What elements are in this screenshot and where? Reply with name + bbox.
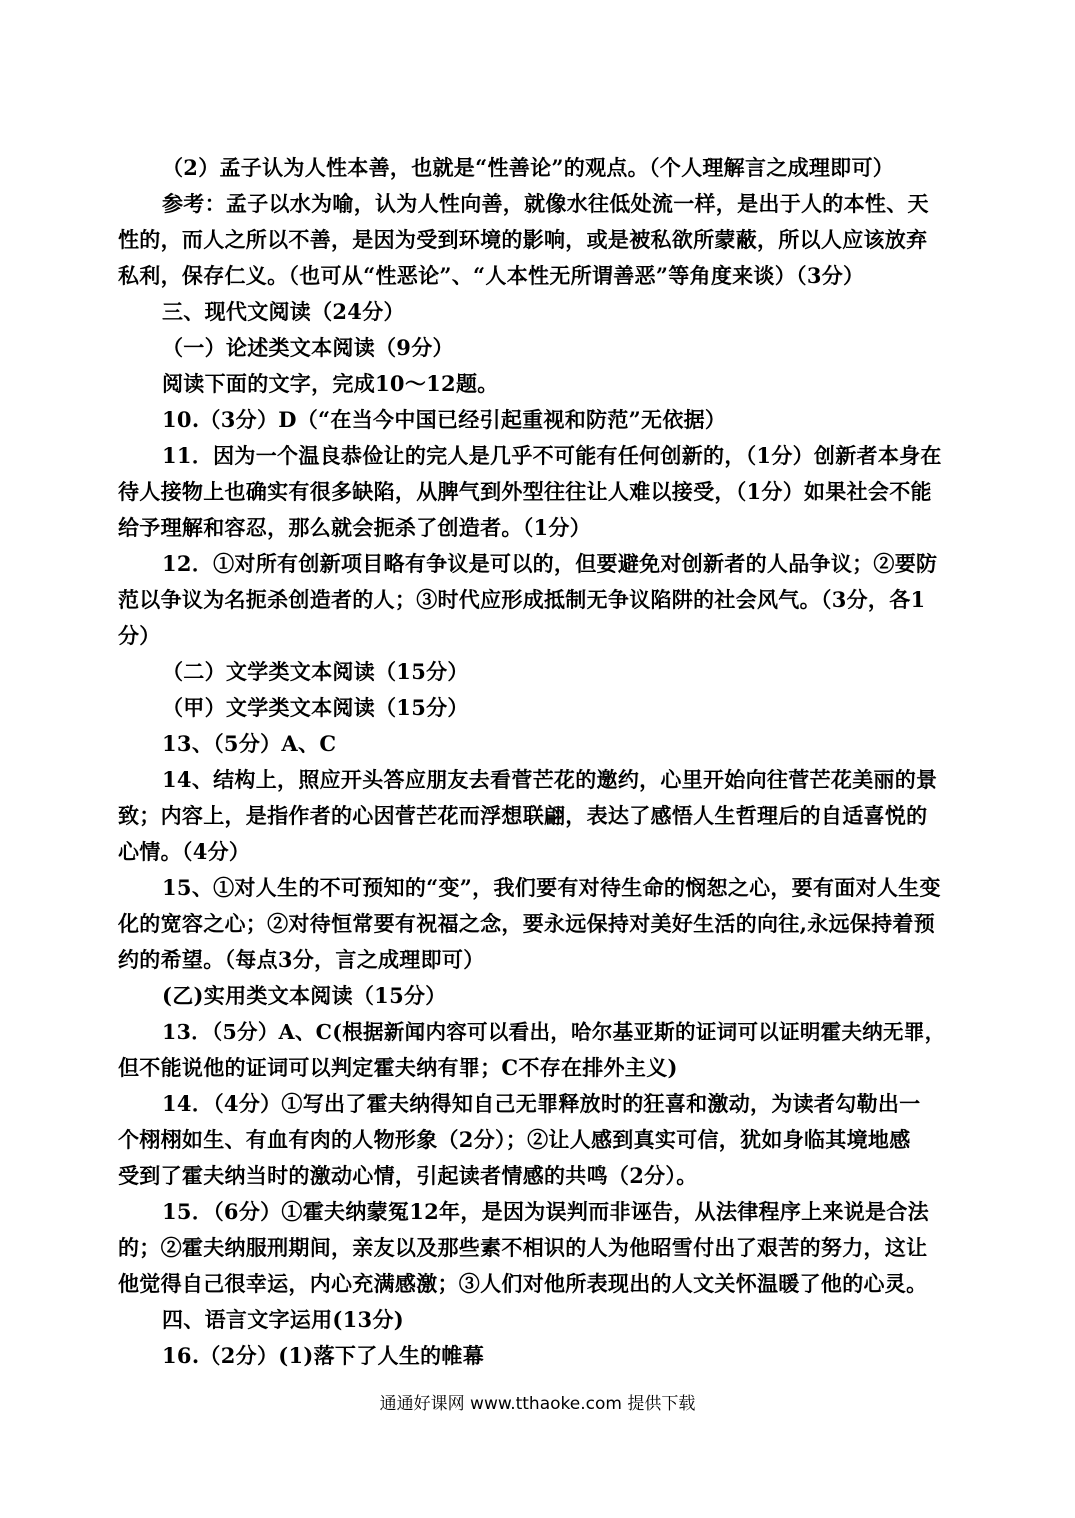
text-line: 14、结构上，照应开头答应朋友去看菅芒花的邀约，心里开始向往菅芒花美丽的景 — [162, 767, 938, 792]
text-line: 约的希望。（每点3分，言之成理即可） — [118, 947, 485, 972]
text-line: 参考：孟子以水为喻，认为人性向善，就像水往低处流一样，是出于人的本性、天 — [162, 191, 929, 216]
text-line: 分） — [118, 623, 161, 648]
text-line: 的；②霍夫纳服刑期间，亲友以及那些素不相识的人为他昭雪付出了艰苦的努力，这让 — [118, 1235, 928, 1260]
text-line: 13．（5分）A、C(根据新闻内容可以看出，哈尔基亚斯的证词可以证明霍夫纳无罪， — [162, 1020, 946, 1044]
text-line: 10.（3分）D（“在当今中国已经引起重视和防范”无依据） — [162, 407, 727, 432]
text-line: 个栩栩如生、有血有肉的人物形象（2分）；②让人感到真实可信，犹如身临其境地感 — [118, 1127, 911, 1152]
text-line: 11．因为一个温良恭俭让的完人是几乎不可能有任何创新的，（1分）创新者本身在 — [162, 443, 942, 468]
text-line: （二）文学类文本阅读（15分） — [162, 659, 469, 684]
text-line: (乙)实用类文本阅读（15分） — [162, 983, 447, 1008]
page-footer: 通通好课网 www.tthaoke.com 提供下载 — [379, 1394, 696, 1414]
text-line: 15、①对人生的不可预知的“变”，我们要有对待生命的悯恕之心，要有面对人生变 — [162, 875, 941, 900]
text-line: 心情。（4分） — [118, 839, 251, 864]
text-line: 但不能说他的证词可以判定霍夫纳有罪；C不存在排外主义) — [118, 1055, 678, 1080]
text-line: （甲）文学类文本阅读（15分） — [162, 695, 469, 720]
text-line: 12．①对所有创新项目略有争议是可以的，但要避免对创新者的人品争议；②要防 — [162, 551, 938, 576]
text-line: 14．（4分）①写出了霍夫纳得知自己无罪释放时的狂喜和激动，为读者勾勒出一 — [162, 1091, 921, 1116]
text-line: （2）孟子认为人性本善，也就是“性善论”的观点。（个人理解言之成理即可） — [162, 155, 895, 180]
text-line: 受到了霍夫纳当时的激动心情，引起读者情感的共鸣（2分）。 — [118, 1163, 698, 1188]
text-line: 三、现代文阅读（24分） — [162, 299, 405, 324]
text-line: 私利，保存仁义。（也可从“性恶论”、“人本性无所谓善恶”等角度来谈）（3分） — [118, 263, 865, 288]
text-line: 16.（2分）(1)落下了人生的帷幕 — [162, 1343, 485, 1368]
text-line: 13、（5分）A、C — [162, 731, 337, 756]
text-line: （一）论述类文本阅读（9分） — [162, 335, 454, 360]
text-line: 范以争议为名扼杀创造者的人；③时代应形成抵制无争议陷阱的社会风气。（3分，各1 — [118, 587, 926, 612]
text-line: 致；内容上，是指作者的心因菅芒花而浮想联翩，表达了感悟人生哲理后的自适喜悦的 — [118, 803, 928, 828]
text-line: 待人接物上也确实有很多缺陷，从脾气到外型往往让人难以接受，（1分）如果社会不能 — [118, 479, 932, 504]
text-line: 阅读下面的文字，完成10～12题。 — [162, 371, 499, 396]
answer-text-body — [118, 150, 960, 1374]
text-line: 给予理解和容忍，那么就会扼杀了创造者。（1分） — [118, 515, 592, 540]
text-line: 化的宽容之心；②对待恒常要有祝福之念，要永远保持对美好生活的向往,永远保持着预 — [118, 911, 936, 936]
text-line: 性的，而人之所以不善，是因为受到环境的影响，或是被私欲所蒙蔽，所以人应该放弃 — [118, 227, 928, 252]
text-line: 15．（6分）①霍夫纳蒙冤12年，是因为误判而非诬告，从法律程序上来说是合法 — [162, 1199, 929, 1224]
text-line: 他觉得自己很幸运，内心充满感激；③人们对他所表现出的人文关怀温暖了他的心灵。 — [118, 1271, 928, 1296]
text-line: 四、语言文字运用(13分) — [162, 1307, 404, 1332]
